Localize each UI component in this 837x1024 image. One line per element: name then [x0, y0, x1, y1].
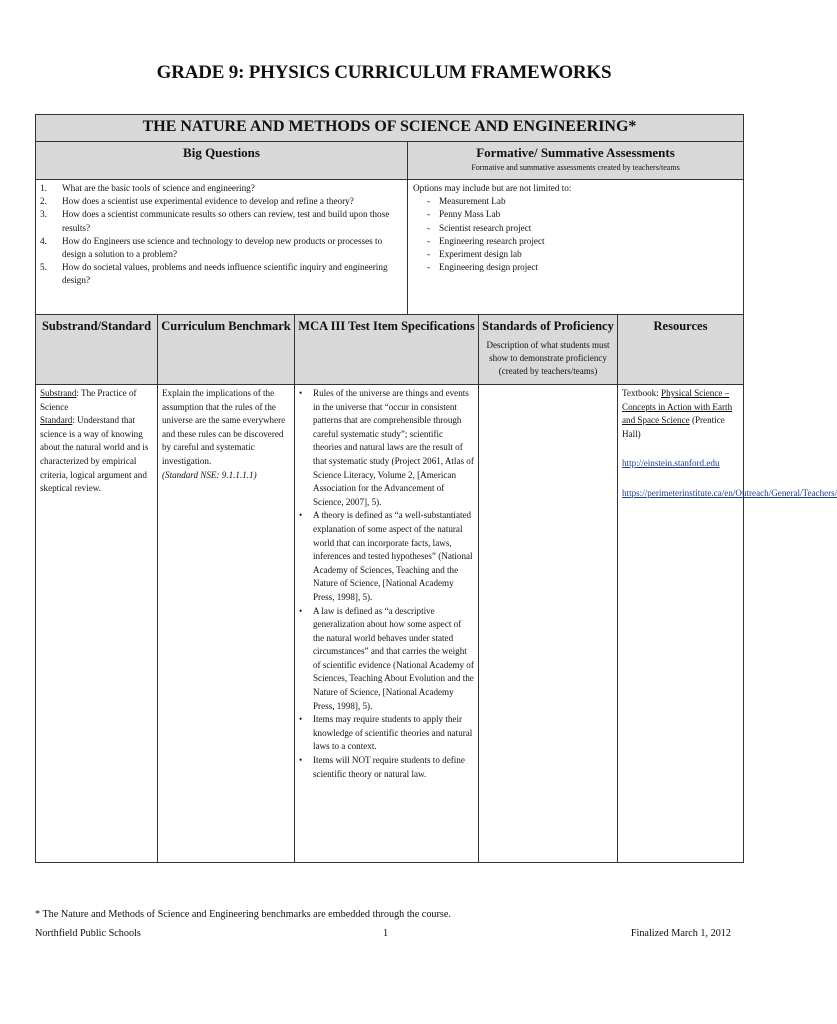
- textbook-title: Physical Science – Concepts in Action with Earth and Space Science: [622, 388, 733, 426]
- substrand-cell: Substrand: The Practice of Science Standard: Understand that science is a way of knowing about the natural world and is characterized by empirical criteria, logical argument and skeptical review.: [36, 385, 158, 863]
- list-item: - Measurement Lab: [427, 196, 506, 207]
- column-header-resources: Resources: [618, 315, 744, 385]
- list-item: • Items may require students to apply their knowledge of scientific theories and natural laws to a context.: [299, 714, 473, 752]
- list-item: 5. How do societal values, problems and needs influence scientific inquiry and engineering design?: [40, 262, 388, 286]
- list-item: • A law is defined as “a descriptive generalization about how some aspect of the natural world behaves under stated circumstances” and that carries the weight of scientific evidence (National Academy of Sciences, Teaching About Evolution and the Nature of Science, [National Academy Press, 1998], 5).: [299, 605, 474, 711]
- list-item: - Scientist research project: [427, 222, 532, 233]
- benchmark-cell: Explain the implications of the assumption that the rules of the universe are the same everywhere and these rules can be discovered by careful and systematic investigation. (Standard NSE: 9.1.1.1.1): [158, 385, 295, 863]
- assessments-intro: Options may include but are not limited to:: [413, 183, 572, 193]
- framework-overview-table: [35, 114, 743, 318]
- column-header-benchmark: Curriculum Benchmark: [158, 315, 295, 385]
- proficiency-cell: [479, 385, 618, 863]
- column-header-proficiency: Standards of Proficiency Description of what students must show to demonstrate proficiency (created by teachers/teams): [479, 315, 618, 385]
- big-questions-list: [36, 180, 408, 318]
- assessments-options: [408, 180, 744, 318]
- list-item: 3. How does a scientist communicate results so others can review, test and build upon those results?: [40, 209, 390, 233]
- list-item: - Engineering design project: [427, 262, 538, 273]
- list-item: 2. How does a scientist use experimental evidence to develop and refine a theory?: [40, 196, 354, 207]
- list-item: 4. How do Engineers use science and technology to develop new products or processes to design a solution to a problem?: [40, 235, 383, 260]
- mca-cell: [295, 385, 479, 863]
- assessments-header: [408, 142, 744, 180]
- footer-date: Finalized March 1, 2012: [630, 928, 731, 939]
- document-title: GRADE 9: PHYSICS CURRICULUM FRAMEWORKS: [156, 62, 612, 83]
- standards-table: [35, 314, 837, 863]
- column-header-substrand: Substrand/Standard: [36, 315, 158, 385]
- section-heading: THE NATURE AND METHODS OF SCIENCE AND ENGINEERING*: [36, 115, 744, 142]
- list-item: • Rules of the universe are things and events in the universe that “occur in consistent patterns that are comprehensible through careful systematic study”; scientific theories and natural laws are the result of that systematic study (Project 2061, Atlas of Science Literacy, Volume 2, [American Association for the Advancement of Science, 2007], 5).: [299, 388, 474, 507]
- assessments-title: Formative/ Summative Assessments: [476, 145, 675, 160]
- table-row: [36, 385, 744, 863]
- perimeter-institute-link[interactable]: https://perimeterinstitute.ca/en/Outreach/General/Teachers/: [622, 487, 837, 498]
- footer-organization: Northfield Public Schools: [35, 928, 141, 939]
- list-item: • Items will NOT require students to define scientific theory or natural law.: [299, 755, 465, 779]
- footnote: * The Nature and Methods of Science and Engineering benchmarks are embedded through the course.: [35, 909, 451, 920]
- big-questions-header: Big Questions: [36, 142, 408, 180]
- list-item: - Penny Mass Lab: [427, 209, 501, 220]
- page-number: 1: [383, 928, 389, 939]
- einstein-link[interactable]: http://einstein.stanford.edu: [622, 458, 720, 469]
- resources-cell: Textbook: Physical Science – Concepts in Action with Earth and Space Science (Prentice Hall) http://einstein.stanford.edu https://perimeterinstitute.ca/en/Outreach/General/Teachers/: [618, 385, 744, 863]
- column-header-mca: MCA III Test Item Specifications: [295, 315, 479, 385]
- list-item: • A theory is defined as “a well-substantiated explanation of some aspect of the natural world that can incorporate facts, laws, inferences and tested hypotheses” (National Academy of Sciences, Teaching and the Nature of Science, [National Academy Press, 1998], 5).: [299, 510, 473, 602]
- list-item: - Engineering research project: [427, 235, 545, 246]
- assessments-subtitle: Formative and summative assessments created by teachers/teams: [471, 163, 680, 172]
- list-item: - Experiment design lab: [427, 249, 522, 260]
- list-item: 1. What are the basic tools of science and engineering?: [40, 183, 255, 193]
- benchmark-code: (Standard NSE: 9.1.1.1.1): [162, 469, 257, 480]
- proficiency-description: Description of what students must show to demonstrate proficiency (created by teachers/teams): [486, 340, 610, 376]
